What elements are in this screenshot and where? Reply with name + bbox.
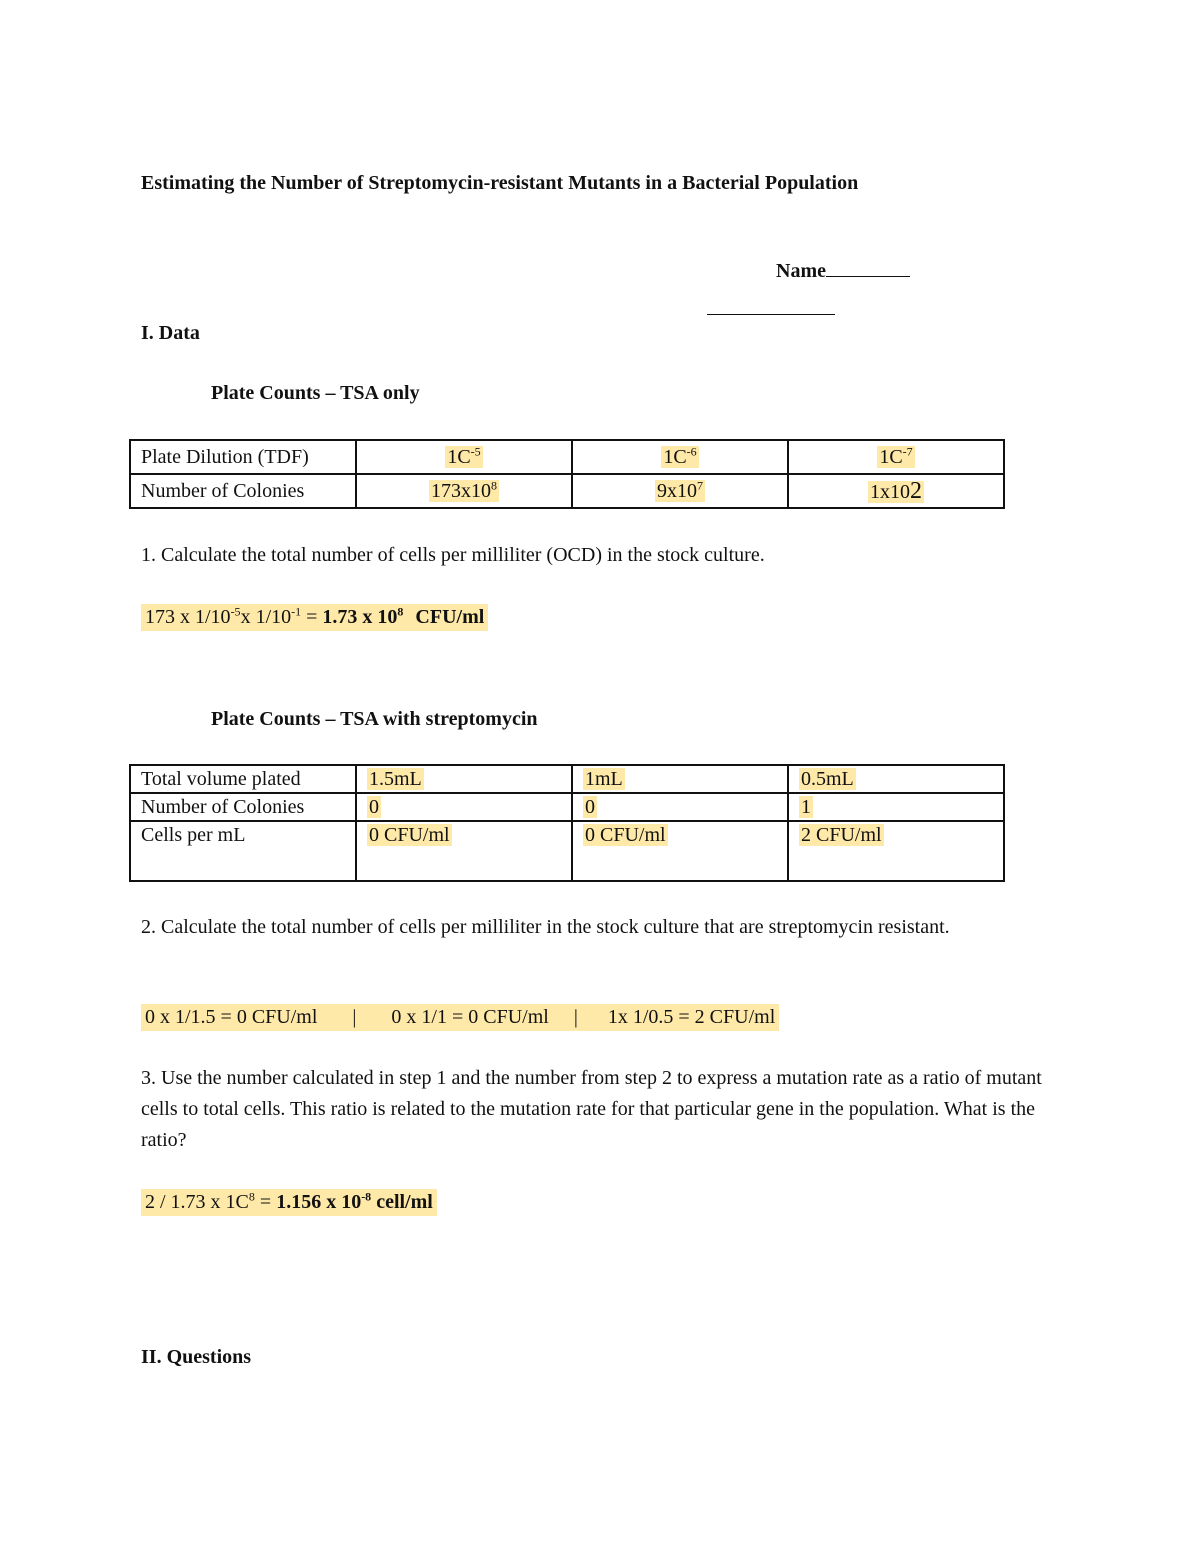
cells-value: 0 CFU/ml [369, 824, 450, 846]
colonies-value: 0 [369, 795, 379, 818]
table1-heading: Plate Counts – TSA only [211, 382, 420, 404]
volume-cell [788, 765, 1004, 793]
row-label: Cells per mL [130, 821, 356, 881]
answer-exponent: 8 [248, 1189, 255, 1204]
colonies-value: 1 [801, 795, 811, 818]
table-row [130, 821, 1004, 881]
dilution-value: 1C [663, 445, 687, 468]
colonies-cell [788, 793, 1004, 821]
colonies-value: 0 [585, 795, 595, 818]
table-row [130, 440, 1004, 474]
volume-cell [572, 765, 788, 793]
volume-value: 1mL [585, 767, 623, 790]
cells-cell [572, 821, 788, 881]
table-row [130, 474, 1004, 508]
answer-2: 0 x 1/1.5 = 0 CFU/ml | 0 x 1/1 = 0 CFU/ml | 1x 1/0.5 = 2 CFU/ml [141, 1004, 779, 1031]
colonies-tail: 2 [910, 477, 922, 504]
colonies-value: 173x10 [431, 479, 491, 502]
answer-exponent: -5 [230, 604, 241, 619]
dilution-exponent: -5 [470, 443, 481, 458]
section-data-heading: I. Data [141, 322, 200, 344]
colonies-cell [356, 474, 572, 508]
colonies-value: 1x10 [870, 480, 910, 503]
dilution-cell [788, 440, 1004, 474]
table-row [130, 765, 1004, 793]
question-3: 3. Use the number calculated in step 1 and the number from step 2 to express a mutation rate as a ratio of mutant cells to total cells. This ratio is related to the mutation rate for that particular gene in the population. What is the ratio? [141, 1067, 1042, 1151]
answer-part: x 1/10 [240, 606, 292, 628]
answer-1 [141, 604, 488, 631]
answer-result: 1.156 x 10 [276, 1191, 362, 1213]
dilution-cell [356, 440, 572, 474]
row-label: Total volume plated [130, 765, 356, 793]
colonies-cell [572, 474, 788, 508]
table-row [130, 793, 1004, 821]
dilution-value: 1C [447, 445, 471, 468]
dilution-value: 1C [879, 445, 903, 468]
answer-result: 1.73 x 10 [322, 606, 398, 628]
colonies-cell [572, 793, 788, 821]
name-field [776, 260, 910, 283]
document-title: Estimating the Number of Streptomycin-resistant Mutants in a Bacterial Population [141, 172, 859, 194]
section-questions-heading: II. Questions [141, 1346, 252, 1368]
volume-value: 1.5mL [369, 767, 422, 790]
row-label: Number of Colonies [130, 474, 356, 508]
dilution-exponent: -7 [902, 443, 913, 458]
dilution-exponent: -6 [686, 443, 697, 458]
cells-cell [788, 821, 1004, 881]
row-label: Number of Colonies [130, 793, 356, 821]
colonies-cell [788, 474, 1004, 508]
answer-unit: cell/ml [371, 1191, 433, 1213]
cells-cell [356, 821, 572, 881]
cells-value: 0 CFU/ml [585, 824, 666, 846]
colonies-exponent: 8 [491, 477, 497, 492]
streptomycin-table [129, 764, 1005, 882]
answer-3 [141, 1189, 437, 1216]
volume-cell [356, 765, 572, 793]
dilution-cell [572, 440, 788, 474]
answer-exponent: -1 [291, 604, 302, 619]
plate-counts-table [129, 439, 1005, 509]
table2-heading: Plate Counts – TSA with streptomycin [211, 708, 538, 730]
row-label: Plate Dilution (TDF) [130, 440, 356, 474]
answer-part: = [301, 606, 323, 628]
answer-exponent: -8 [361, 1189, 372, 1204]
answer-part: 2 / 1.73 x 1C [145, 1191, 249, 1213]
name-label: Name [776, 260, 826, 282]
name-underline [707, 314, 835, 315]
colonies-cell [356, 793, 572, 821]
answer-exponent: 8 [397, 604, 404, 619]
answer-unit: CFU/ml [415, 606, 485, 628]
colonies-exponent: 7 [697, 477, 703, 492]
question-2: 2. Calculate the total number of cells per milliliter in the stock culture that are streptomycin resistant. [141, 916, 950, 938]
answer-part: 173 x 1/10 [145, 606, 231, 628]
question-1: 1. Calculate the total number of cells per milliliter (OCD) in the stock culture. [141, 544, 765, 566]
answer-part: = [254, 1191, 277, 1213]
colonies-value: 9x10 [657, 479, 697, 502]
volume-value: 0.5mL [801, 767, 854, 790]
cells-value: 2 CFU/ml [801, 824, 882, 846]
